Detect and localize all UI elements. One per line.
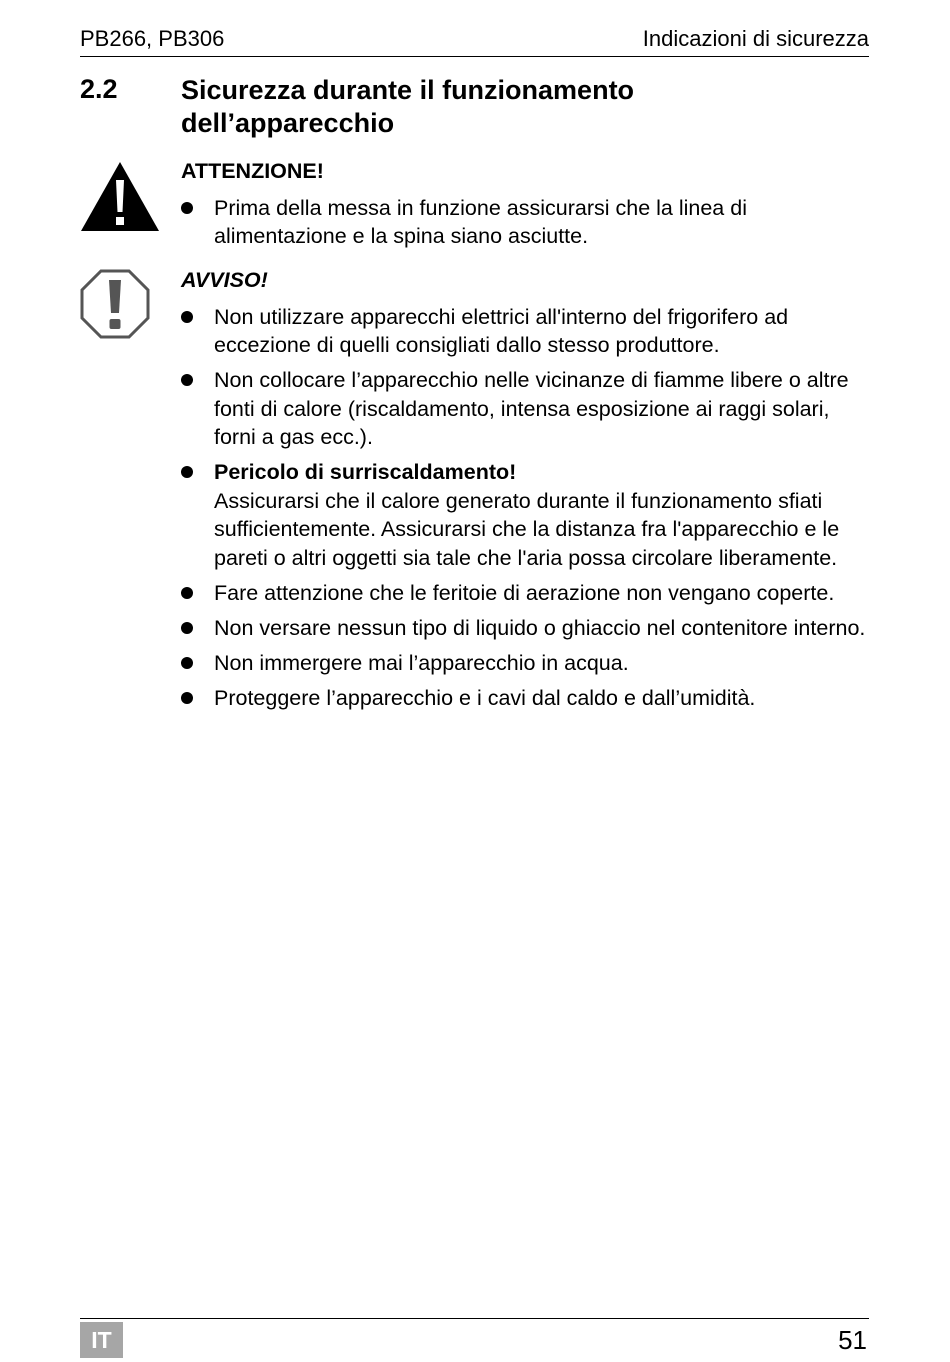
list-item: [181, 649, 871, 678]
list-item-text: Non immergere mai l’apparecchio in acqua.: [214, 650, 629, 675]
header-model: PB266, PB306: [80, 26, 225, 51]
list-item: [181, 303, 871, 360]
header-section: Indicazioni di sicurezza: [642, 26, 869, 51]
attention-heading: ATTENZIONE!: [181, 159, 324, 183]
list-item-text: Non versare nessun tipo di liquido o ghiaccio nel contenitore interno.: [214, 615, 866, 640]
list-item: [181, 684, 871, 713]
exclamation-octagon-icon: [80, 268, 150, 340]
language-badge: IT: [80, 1322, 123, 1358]
list-item: [181, 366, 871, 452]
list-item: [181, 614, 871, 643]
list-item-text: Non utilizzare apparecchi elettrici all'interno del frigorifero ad eccezione di quelli consigliati dallo stesso produttore.: [214, 304, 789, 357]
list-item: [181, 579, 871, 608]
list-item: Prima della messa in funzione assicurarsi che la linea di alimentazione e la spina siano asciutte.: [181, 194, 871, 251]
list-item-text: Fare attenzione che le feritoie di aerazione non vengano coperte.: [214, 580, 835, 605]
list-item-text: Assicurarsi che il calore generato durante il funzionamento sfiati sufficientemente. Assicurarsi che la distanza fra l'apparecchio e le pareti o altri oggetti sia tale che l'aria possa circolare liberamente.: [214, 488, 840, 570]
page-header: [80, 24, 869, 57]
warning-triangle-icon: [80, 160, 160, 232]
footer-divider: [80, 1318, 869, 1319]
notice-heading: AVVISO!: [181, 268, 268, 292]
notice-block: [181, 266, 871, 719]
list-item-strong: Pericolo di surriscaldamento!: [214, 460, 517, 484]
section-title: Sicurezza durante il funzionamento dell’apparecchio: [181, 75, 635, 138]
section-number: 2.2: [80, 74, 118, 104]
list-item-text: Proteggere l’apparecchio e i cavi dal caldo e dall’umidità.: [214, 685, 756, 710]
list-item: [181, 458, 871, 572]
attention-block: [181, 157, 871, 257]
list-item-text: Non collocare l’apparecchio nelle vicinanze di fiamme libere o altre fonti di calore (riscaldamento, intensa esposizione ai raggi solari, forni a gas ecc.).: [214, 368, 849, 449]
page-number: 51: [838, 1325, 867, 1355]
attention-list: [181, 194, 871, 251]
notice-list: [181, 303, 871, 713]
